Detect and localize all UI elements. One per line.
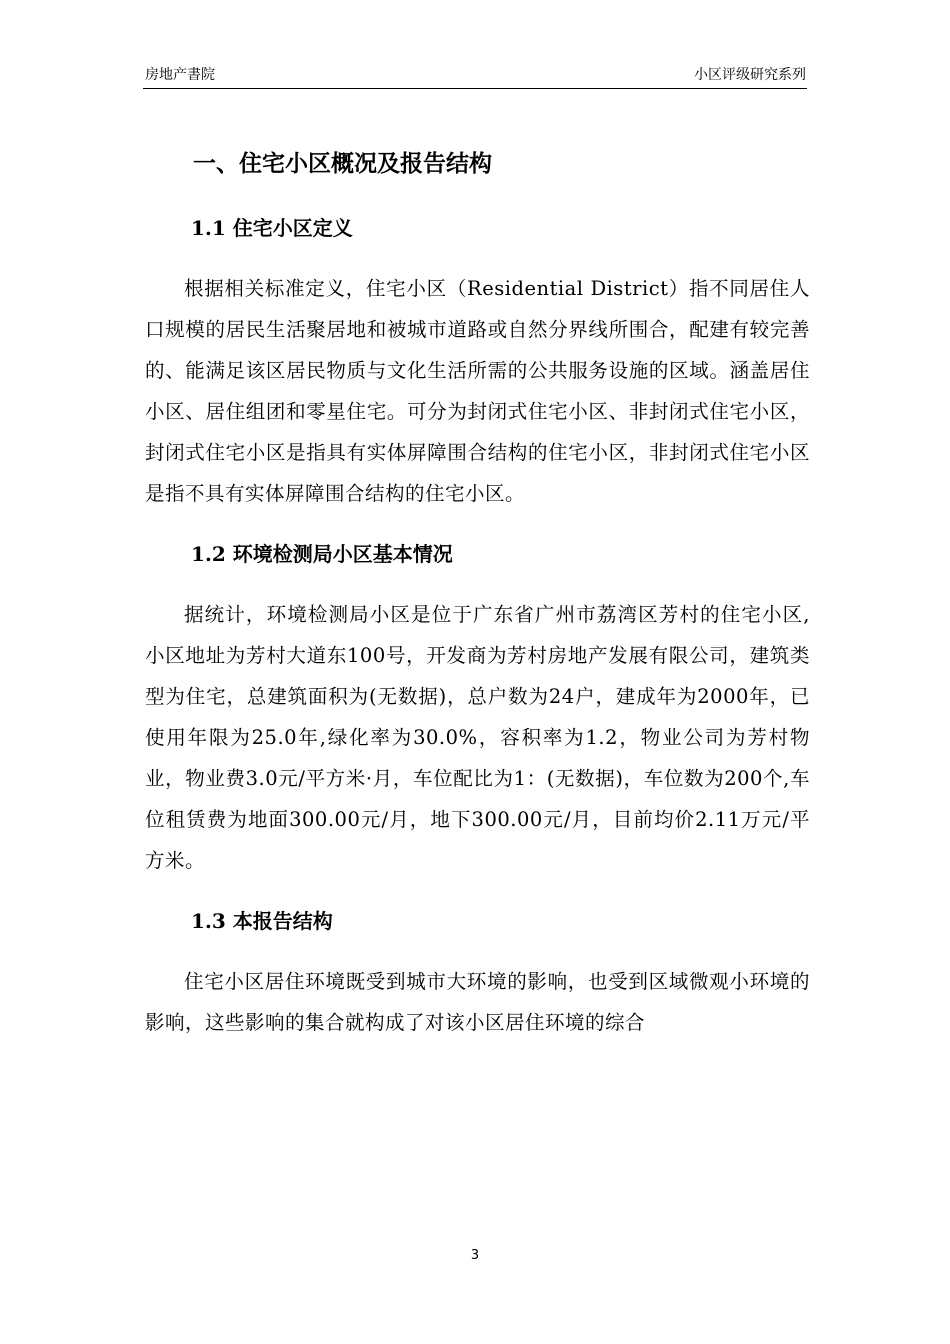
header-rule [143,88,807,89]
paragraph-basic-info: 据统计，环境检测局小区是位于广东省广州市荔湾区芳村的住宅小区,小区地址为芳村大道东100号，开发商为芳村房地产发展有限公司，建筑类型为住宅，总建筑面积为(无数据)，总户数为24户，建成年为2000年，已使用年限为25.0年,绿化率为30.0%，容积率为1.2，物业公司为芳村物业，物业费3.0元/平方米·月，车位配比为1：(无数据)，车位数为200个,车位租赁费为地面300.00元/月，地下300.00元/月，目前均价2.11万元/平方米。 [145,603,810,872]
document-body [145,142,810,1043]
subsection-title-1-3: 1.3 本报告结构 [191,909,333,933]
paragraph-definition: 根据相关标准定义，住宅小区（Residential District）指不同居住人口规模的居民生活聚居地和被城市道路或自然分界线所围合，配建有较完善的、能满足该区居民物质与文化生活所需的公共服务设施的区域。涵盖居住小区、居住组团和零星住宅。可分为封闭式住宅小区、非封闭式住宅小区，封闭式住宅小区是指具有实体屏障围合结构的住宅小区，非封闭式住宅小区是指不具有实体屏障围合结构的住宅小区。 [145,277,810,505]
section-title: 一、住宅小区概况及报告结构 [193,150,492,177]
header-left-text: 房地产書院 [145,67,215,83]
paragraph-report-structure: 住宅小区居住环境既受到城市大环境的影响，也受到区域微观小环境的影响，这些影响的集合就构成了对该小区居住环境的综合 [145,970,810,1034]
subsection-title-1-2: 1.2 环境检测局小区基本情况 [191,542,453,566]
page-number: 3 [470,1248,480,1263]
subsection-title-1-1: 1.1 住宅小区定义 [191,216,353,240]
header-right-text: 小区评级研究系列 [694,67,806,83]
